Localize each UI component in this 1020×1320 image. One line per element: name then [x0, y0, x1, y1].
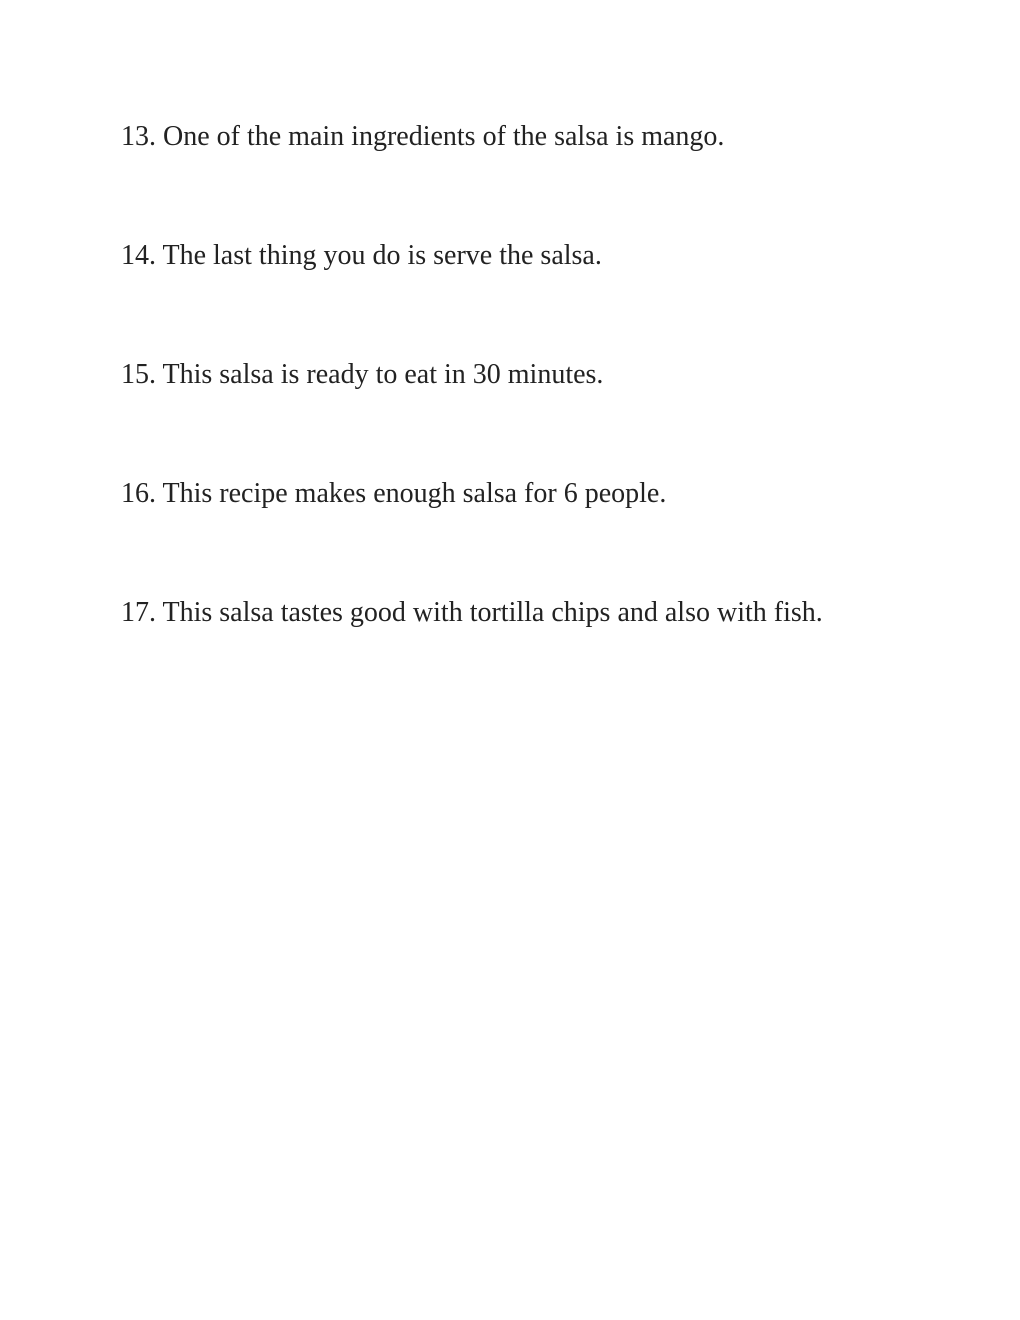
statement-number: 13. [121, 121, 156, 152]
statement-17 [121, 594, 981, 632]
statement-number: 15. [121, 359, 156, 390]
statement-number: 17. [121, 597, 156, 628]
statement-15 [121, 356, 981, 394]
statement-number: 14. [121, 240, 156, 271]
statement-text: This salsa tastes good with tortilla chips and also with fish. [162, 597, 823, 628]
statement-list [121, 118, 981, 713]
statement-number: 16. [121, 478, 156, 509]
statement-text: One of the main ingredients of the salsa is mango. [163, 121, 725, 152]
statement-text: The last thing you do is serve the salsa. [162, 240, 602, 271]
statement-14 [121, 237, 981, 275]
statement-13 [121, 118, 981, 156]
statement-text: This salsa is ready to eat in 30 minutes. [162, 359, 604, 390]
statement-text: This recipe makes enough salsa for 6 people. [162, 478, 667, 509]
statement-16 [121, 475, 981, 513]
